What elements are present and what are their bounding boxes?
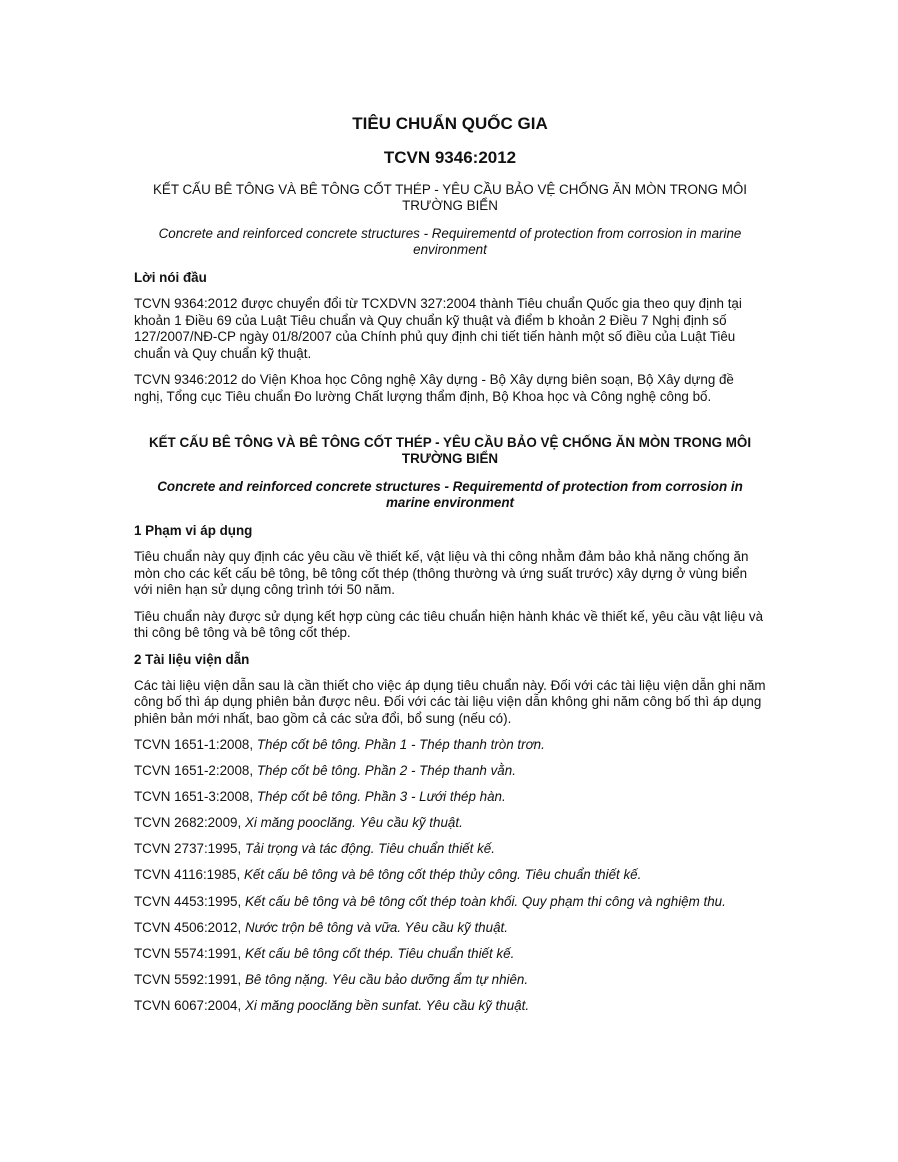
section-1-paragraph: Tiêu chuẩn này được sử dụng kết hợp cùng các tiêu chuẩn hiện hành khác về thiết kế, yêu cầu vật liệu và thi công bê tông và bê tông cốt thép. <box>134 608 764 640</box>
reference-title: Kết cấu bê tông cốt thép. Tiêu chuẩn thiết kế. <box>244 945 515 961</box>
reference-item <box>134 789 766 806</box>
section-2-heading: 2 Tài liệu viện dẫn <box>134 651 250 667</box>
reference-item <box>134 841 766 858</box>
reference-title: Thép cốt bê tông. Phần 3 - Lưới thép hàn. <box>256 789 506 805</box>
body-title-en: Concrete and reinforced concrete structures - Requirementd of protection from corrosion in marine environment <box>157 479 743 510</box>
reference-item <box>134 815 766 832</box>
standard-subtitle-en: Concrete and reinforced concrete structures - Requirementd of protection from corrosion in marine environment <box>158 226 742 257</box>
reference-code: TCVN 6067:2004, <box>134 997 242 1013</box>
reference-item <box>134 920 766 937</box>
reference-title: Nước trộn bê tông và vữa. Yêu cầu kỹ thuật. <box>244 919 508 935</box>
reference-title: Bê tông nặng. Yêu cầu bảo dưỡng ẩm tự nhiên. <box>244 971 529 987</box>
foreword-paragraph: TCVN 9346:2012 do Viện Khoa học Công nghệ Xây dựng - Bộ Xây dựng biên soạn, Bộ Xây dựng đề nghị, Tổng cục Tiêu chuẩn Đo lường Chất lượng thẩm định, Bộ Khoa học và Công nghệ công bố. <box>134 372 734 404</box>
reference-item <box>134 894 766 911</box>
section-spacer <box>134 415 766 435</box>
reference-code: TCVN 1651-2:2008, <box>134 763 254 779</box>
reference-code: TCVN 2682:2009, <box>134 815 242 831</box>
reference-list <box>134 737 766 1014</box>
document-content <box>134 112 766 1024</box>
reference-code: TCVN 1651-3:2008, <box>134 789 254 805</box>
standard-code: TCVN 9346:2012 <box>383 148 517 167</box>
reference-code: TCVN 2737:1995, <box>134 841 242 857</box>
reference-code: TCVN 4453:1995, <box>134 893 242 909</box>
section-2-intro: Các tài liệu viện dẫn sau là cần thiết cho việc áp dụng tiêu chuẩn này. Đối với các tài liệu viện dẫn ghi năm công bố thì áp dụng phiên bản được nêu. Đối với các tài liệu viện dẫn không ghi năm công bố thì áp dụng phiên bản mới nhất, bao gồm cả các sửa đổi, bổ sung (nếu có). <box>134 677 766 726</box>
body-title-vi: KẾT CẤU BÊ TÔNG VÀ BÊ TÔNG CỐT THÉP - YÊU CẦU BẢO VỆ CHỐNG ĂN MÒN TRONG MÔI TRƯỜNG BIỂN <box>148 435 752 466</box>
reference-item <box>134 998 766 1015</box>
section-1-paragraph: Tiêu chuẩn này quy định các yêu cầu về thiết kế, vật liệu và thi công nhằm đảm bảo khả năng chống ăn mòn cho các kết cấu bê tông, bê tông cốt thép (thông thường và ứng suất trước) xây dựng ở vùng biển với niên hạn sử dụng công trình tới 50 năm. <box>134 549 749 597</box>
reference-code: TCVN 1651-1:2008, <box>134 737 254 752</box>
standard-heading: TIÊU CHUẨN QUỐC GIA <box>352 114 548 133</box>
reference-item <box>134 972 766 989</box>
reference-title: Thép cốt bê tông. Phần 2 - Thép thanh vằn. <box>256 763 516 779</box>
reference-item <box>134 737 766 754</box>
reference-code: TCVN 5592:1991, <box>134 971 242 987</box>
reference-title: Kết cấu bê tông và bê tông cốt thép toàn khối. Quy phạm thi công và nghiệm thu. <box>244 893 726 909</box>
standard-subtitle-vi: KẾT CẤU BÊ TÔNG VÀ BÊ TÔNG CỐT THÉP - YÊU CẦU BẢO VỆ CHỐNG ĂN MÒN TRONG MÔI TRƯỜNG BIỂN <box>152 182 747 213</box>
reference-title: Tải trọng và tác động. Tiêu chuẩn thiết kế. <box>244 841 495 857</box>
reference-code: TCVN 5574:1991, <box>134 945 242 961</box>
reference-title: Xi măng pooclăng. Yêu cầu kỹ thuật. <box>244 815 463 831</box>
foreword-paragraph: TCVN 9364:2012 được chuyển đổi từ TCXDVN 327:2004 thành Tiêu chuẩn Quốc gia theo quy định tại khoản 1 Điều 69 của Luật Tiêu chuẩn và Quy chuẩn kỹ thuật và điểm b khoản 2 Điều 7 Nghị định số 127/2007/NĐ-CP ngày 01/8/2007 của Chính phủ quy định chi tiết tiến hành một số điều của Luật Tiêu chuẩn và Quy chuẩn kỹ thuật. <box>134 296 742 361</box>
reference-code: TCVN 4506:2012, <box>134 919 242 935</box>
reference-item <box>134 763 766 780</box>
reference-item <box>134 946 766 963</box>
foreword-heading: Lời nói đầu <box>134 270 207 285</box>
reference-code: TCVN 4116:1985, <box>134 867 241 883</box>
reference-title: Kết cấu bê tông và bê tông cốt thép thủy công. Tiêu chuẩn thiết kế. <box>243 867 642 883</box>
section-1-heading: 1 Phạm vi áp dụng <box>134 523 253 538</box>
reference-title: Xi măng pooclăng bền sunfat. Yêu cầu kỹ thuật. <box>244 997 530 1013</box>
reference-item <box>134 867 766 884</box>
reference-title: Thép cốt bê tông. Phần 1 - Thép thanh tròn trơn. <box>256 737 545 752</box>
